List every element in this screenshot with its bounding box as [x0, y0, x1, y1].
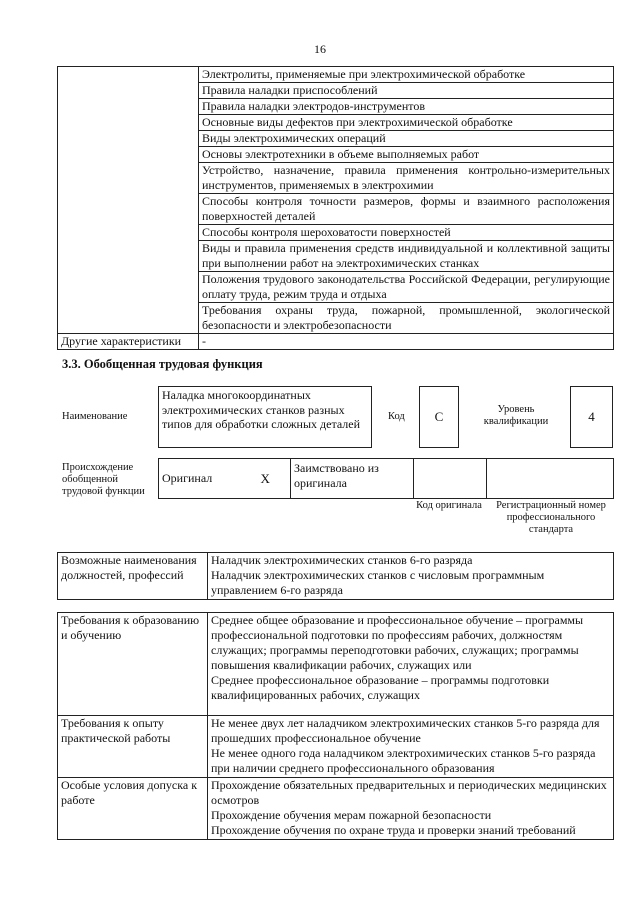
knowledge-row: Положения трудового законодательства Российской Федерации, регулирующие оплату труда, режим труда и отдыха — [199, 272, 614, 303]
job-titles-label: Возможные наименования должностей, профессий — [58, 553, 208, 600]
level-label: Уровень квалификации — [483, 404, 549, 427]
level-value: 4 — [588, 409, 595, 424]
knowledge-label-cell — [58, 67, 199, 334]
admission-item: Прохождение обучения по охране труда и проверки знаний требований — [211, 823, 576, 837]
education-label: Требования к образованию и обучению — [58, 613, 208, 716]
education-values — [208, 613, 614, 716]
knowledge-row: Требования охраны труда, пожарной, промышленной, экологической безопасности и электробезопасности — [199, 303, 614, 334]
name-label: Наименование — [62, 411, 128, 422]
function-name: Наладка многокоординатных электрохимических станков разных типов для обработки сложных деталей — [162, 388, 361, 431]
admission-item: Прохождение обязательных предварительных и периодических медицинских осмотров — [211, 778, 607, 807]
job-title: Наладчик электрохимических станков с числовым программным управлением 6-го разряда — [211, 568, 545, 597]
registration-number-cell — [487, 459, 614, 499]
education-item: Среднее профессиональное образование – программы подготовки квалифицированных рабочих, служащих — [211, 673, 550, 702]
admission-values — [208, 778, 614, 840]
knowledge-row: Основы электротехники в объеме выполняемых работ — [199, 147, 614, 163]
registration-caption: Регистрационный номер профессионального стандарта — [496, 500, 606, 535]
original-label: Оригинал — [159, 459, 241, 499]
education-item: Среднее общее образование и профессиональное обучение – программы профессиональной подготовки по профессиям рабочих, должностям служащих; программы переподготовки рабочих, служащих; программы повышения квалификации рабочих, служащих или — [211, 613, 584, 672]
experience-item: Не менее одного года наладчиком электрохимических станков 5-го разряда при наличии среднего профессионального образования — [211, 746, 596, 775]
code-value: C — [434, 409, 444, 424]
admission-item: Прохождение обучения мерам пожарной безопасности — [211, 808, 492, 822]
admission-label: Особые условия допуска к работе — [58, 778, 208, 840]
origin-label: Происхождение обобщенной трудовой функции — [62, 462, 145, 497]
function-name-box — [158, 386, 372, 448]
knowledge-row: Виды электрохимических операций — [199, 131, 614, 147]
knowledge-row: Основные виды дефектов при электрохимической обработке — [199, 115, 614, 131]
code-box — [419, 386, 459, 448]
requirements-table — [57, 612, 614, 840]
experience-label: Требования к опыту практической работы — [58, 716, 208, 778]
original-code-cell — [414, 459, 487, 499]
section-title: 3.3. Обобщенная трудовая функция — [62, 357, 263, 371]
experience-values — [208, 716, 614, 778]
other-characteristics-value: - — [199, 334, 614, 350]
knowledge-row: Способы контроля шероховатости поверхностей — [199, 225, 614, 241]
job-titles-values — [208, 553, 614, 600]
knowledge-table — [57, 66, 614, 350]
knowledge-row: Электролиты, применяемые при электрохимической обработке — [199, 67, 614, 83]
job-title: Наладчик электрохимических станков 6-го разряда — [211, 553, 473, 567]
knowledge-row: Устройство, назначение, правила применения контрольно-измерительных инструментов, применяемых в электрохимии — [199, 163, 614, 194]
knowledge-row: Способы контроля точности размеров, формы и взаимного расположения поверхностей деталей — [199, 194, 614, 225]
code-label: Код — [388, 411, 405, 422]
code-caption: Код оригинала — [416, 500, 482, 511]
job-titles-table — [57, 552, 614, 600]
borrowed-label: Заимствовано из оригинала — [291, 459, 414, 499]
original-mark: X — [241, 459, 291, 499]
knowledge-row: Правила наладки электродов-инструментов — [199, 99, 614, 115]
knowledge-row: Виды и правила применения средств индивидуальной и коллективной защиты при выполнении работ на электрохимических станках — [199, 241, 614, 272]
experience-item: Не менее двух лет наладчиком электрохимических станков 5-го разряда для прошедших профессиональное обучение — [211, 716, 600, 745]
knowledge-row: Правила наладки приспособлений — [199, 83, 614, 99]
origin-table — [158, 458, 614, 499]
other-characteristics-label: Другие характеристики — [58, 334, 199, 350]
level-box — [570, 386, 613, 448]
page-number: 16 — [314, 42, 326, 56]
